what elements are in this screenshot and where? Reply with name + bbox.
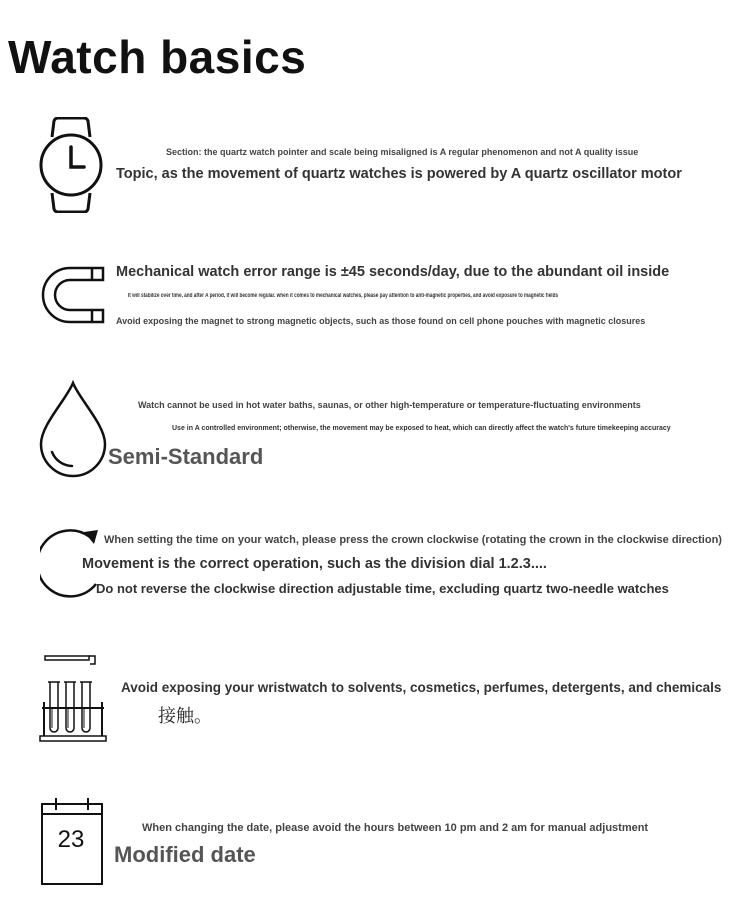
magnet-note-2: It will stabilize over time, and after A period, it will become regular. when it comes to mechanical watches, please pay attention to anti-magnetic properties, and avoid exposure to magnetic fields [128, 293, 559, 299]
calendar-icon [40, 794, 104, 886]
semi-standard-label: Semi-Standard [108, 444, 264, 469]
water-drop-icon [38, 380, 108, 478]
chemicals-note-1: Avoid exposing your wristwatch to solvents, cosmetics, perfumes, detergents, and chemicals [121, 680, 722, 695]
crown-note-3: Do not reverse the clockwise direction adjustable time, excluding quartz two-needle watches [96, 581, 669, 596]
calendar-day: 23 [57, 826, 85, 853]
test-tubes-icon [38, 652, 108, 744]
magnet-note-3: Avoid exposing the magnet to strong magnetic objects, such as those found on cell phone pouches with magnetic closures [116, 316, 646, 326]
crown-note-1: When setting the time on your watch, please press the crown clockwise (rotating the crown in the clockwise direction) [104, 534, 722, 546]
watch-note-2: Topic, as the movement of quartz watches is powered by A quartz oscillator motor [116, 166, 682, 182]
magnet-note-1: Mechanical watch error range is ±45 seconds/day, due to the abundant oil inside [116, 264, 670, 280]
watch-note-1: Section: the quartz watch pointer and scale being misaligned is A regular phenomenon and not A quality issue [166, 147, 639, 157]
chemicals-note-2: 接触。 [158, 706, 212, 727]
watch-icon [38, 117, 104, 213]
water-note-2: Use in A controlled environment; otherwise, the movement may be exposed to heat, which can directly affect the watch's future timekeeping accuracy [172, 425, 671, 432]
page-title: Watch basics [8, 31, 307, 83]
water-note-1: Watch cannot be used in hot water baths, saunas, or other high-temperature or temperature-fluctuating environments [138, 400, 641, 410]
crown-note-2: Movement is the correct operation, such as the division dial 1.2.3.... [82, 556, 547, 572]
magnet-icon [40, 266, 106, 324]
date-note-1: When changing the date, please avoid the hours between 10 pm and 2 am for manual adjustment [142, 822, 649, 834]
modified-date-label: Modified date [114, 842, 256, 867]
